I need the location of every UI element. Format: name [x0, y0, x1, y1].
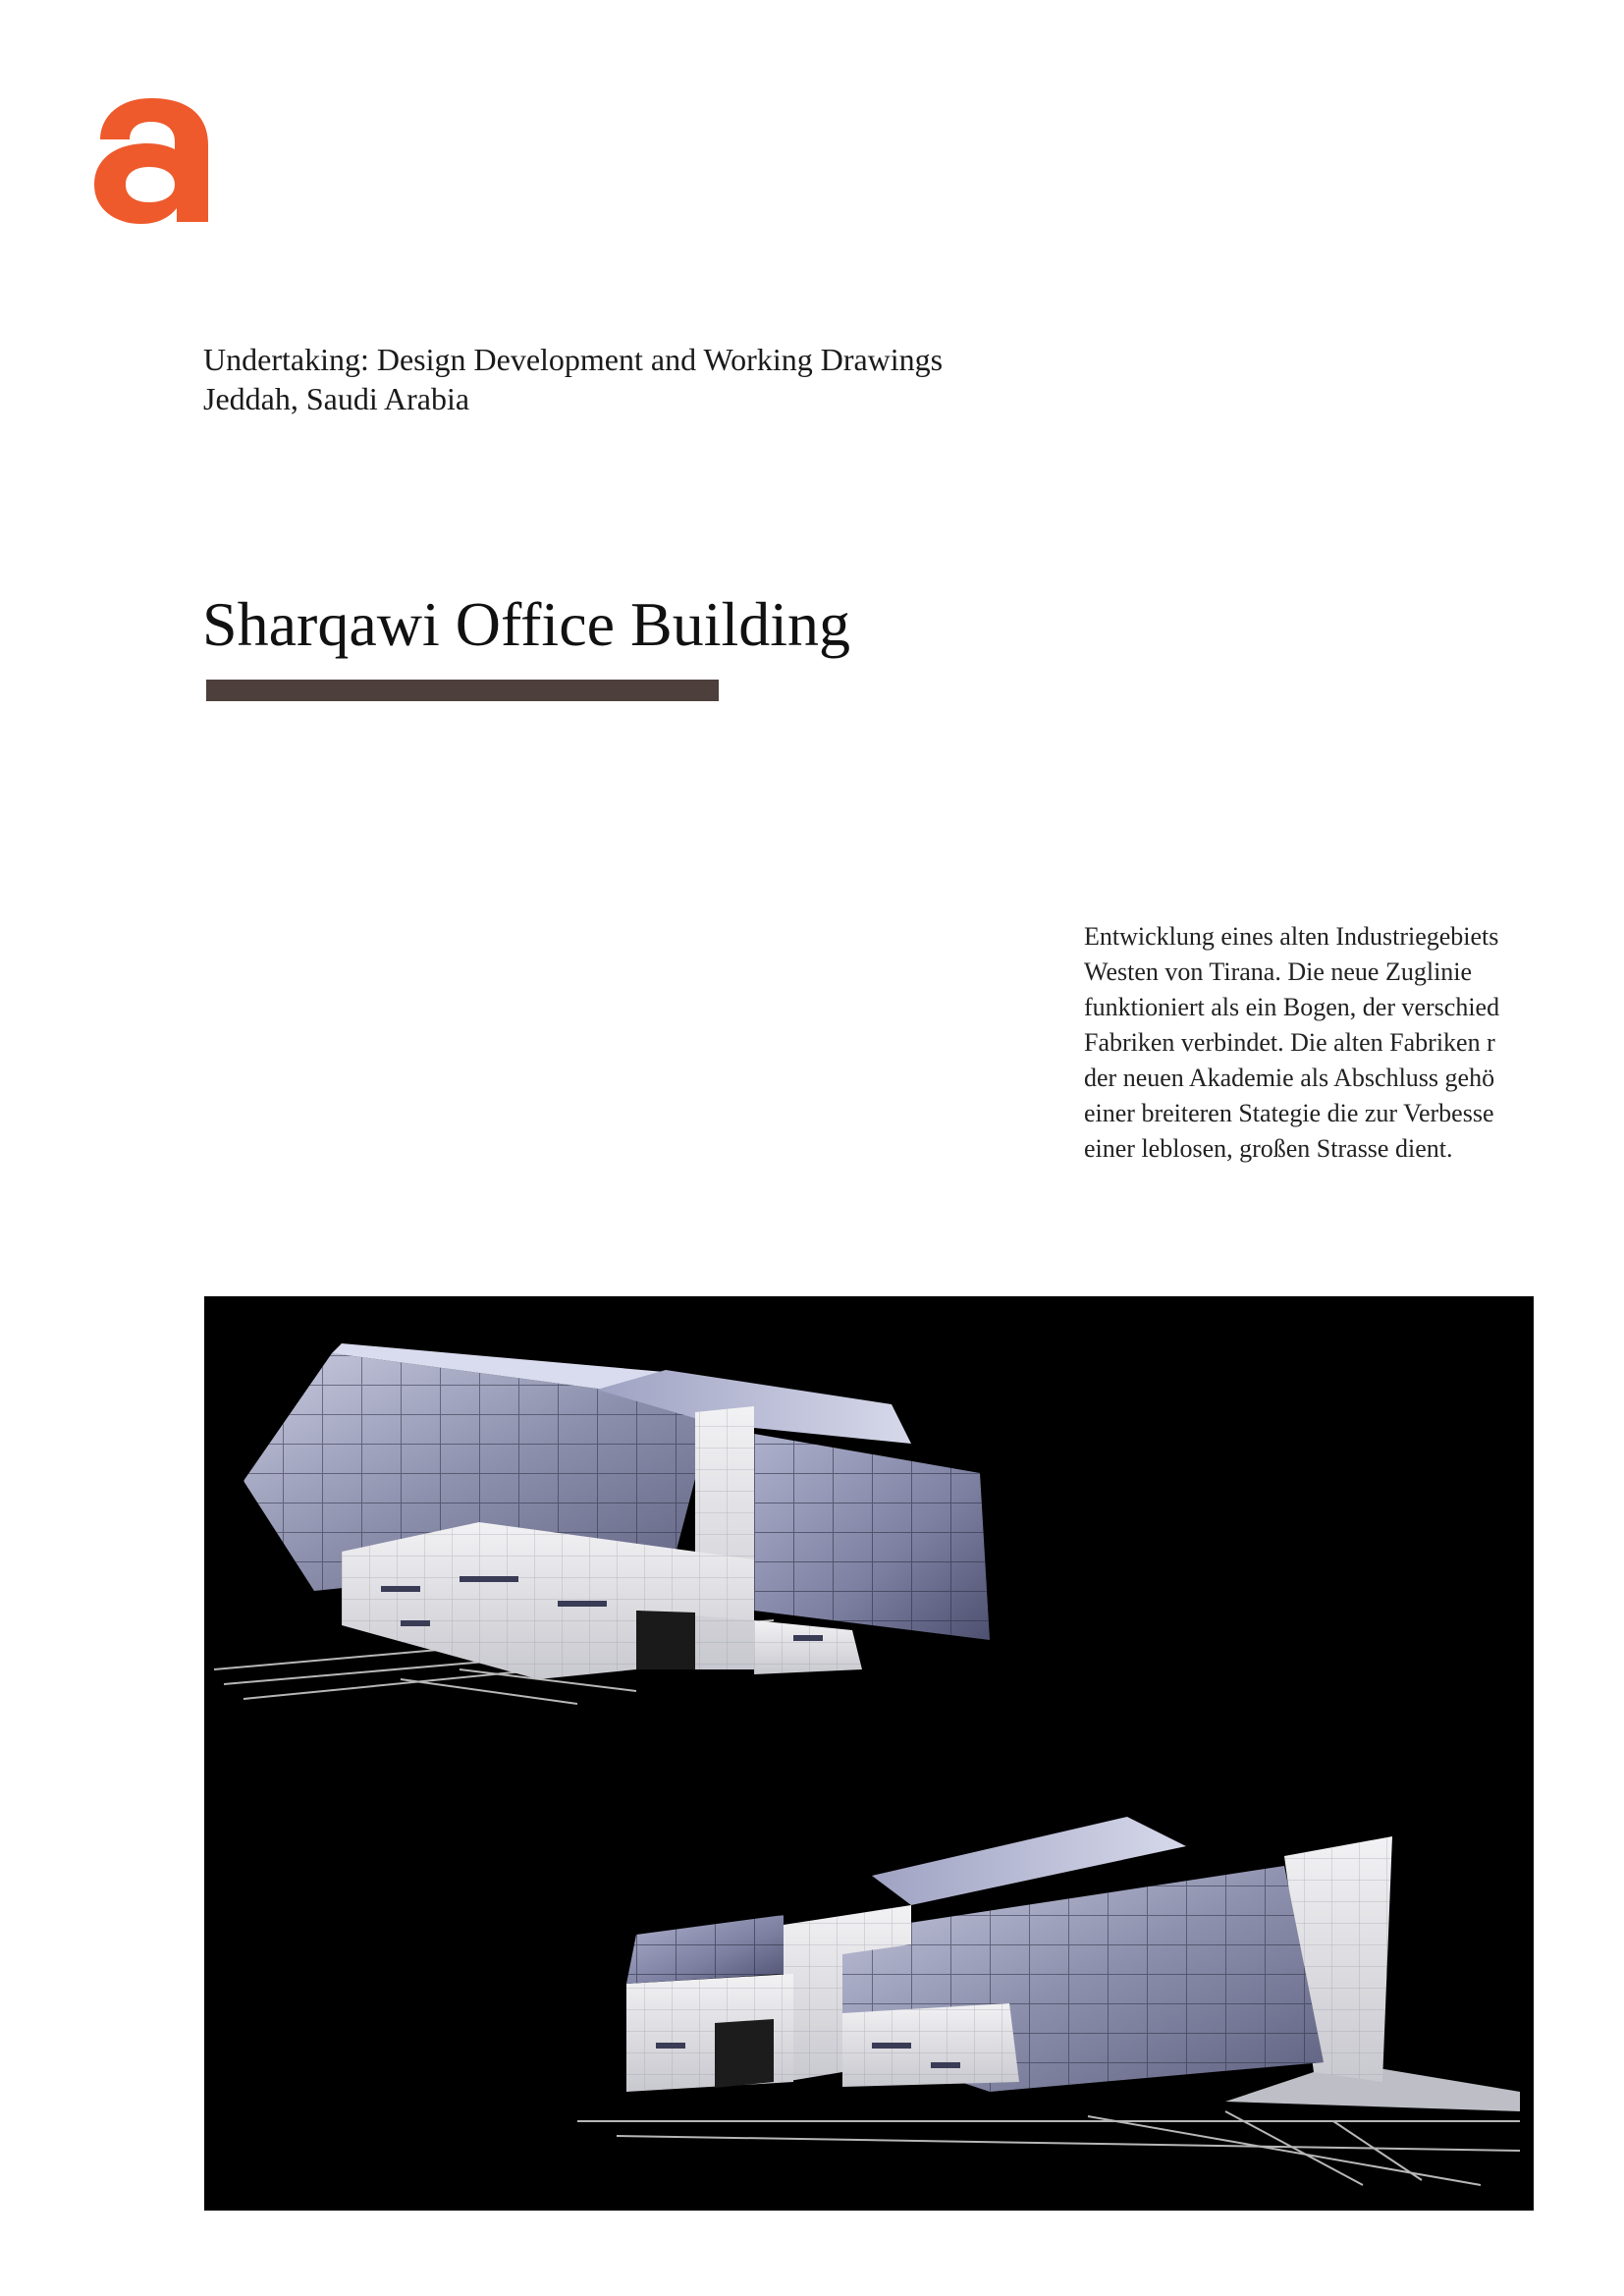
description-line: Fabriken verbindet. Die alten Fabriken r [1084, 1028, 1495, 1057]
page-title: Sharqawi Office Building [202, 589, 851, 659]
description-block [1084, 919, 1555, 1175]
architectural-renderings [204, 1296, 1534, 2211]
description-paragraph [1084, 919, 1555, 1167]
description-line: einer leblosen, großen Strasse dient. [1084, 1134, 1453, 1163]
project-meta [203, 340, 943, 418]
undertaking-text: Undertaking: Design Development and Working Drawings [203, 342, 944, 377]
description-line: funktioniert als ein Bogen, der verschied [1084, 993, 1500, 1021]
rendering-view-1 [214, 1343, 990, 1704]
description-line: der neuen Akademie als Abschluss gehö [1084, 1064, 1495, 1092]
location-text: Jeddah, Saudi Arabia [203, 381, 470, 416]
title-underline-bar [206, 680, 719, 701]
description-line: Entwicklung eines alten Industriegebiets [1084, 922, 1499, 951]
description-line: einer breiteren Stategie die zur Verbesse [1084, 1099, 1494, 1127]
logo-letter-a [94, 98, 208, 224]
description-line: Westen von Tirana. Die neue Zuglinie [1084, 957, 1473, 986]
brand-logo [94, 98, 208, 224]
rendering-view-2 [577, 1817, 1520, 2185]
